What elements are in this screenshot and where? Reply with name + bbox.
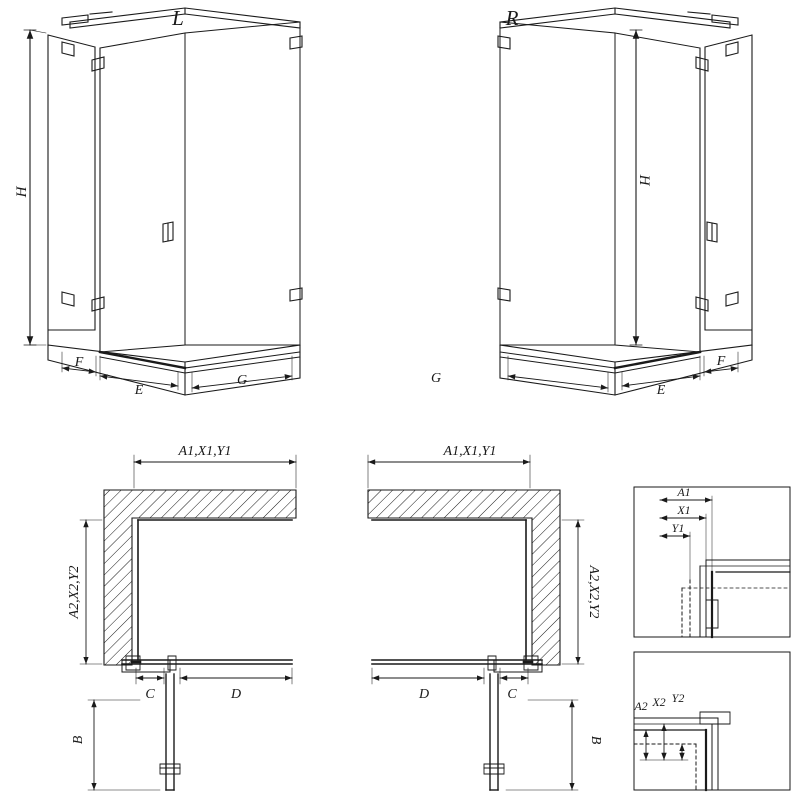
view-left-perspective [24,8,302,395]
label-left-version: L [172,6,184,30]
detail-dim-x1: X1 [677,503,691,517]
detail-horizontal-offsets [634,487,790,637]
view-right-plan [368,455,584,790]
dim-f-right: F [716,354,726,369]
view-left-plan [80,455,296,790]
dim-b-right: B [588,735,603,745]
detail-vertical-offsets [634,652,790,790]
dim-a2x2y2-left: A2,X2,Y2 [67,565,82,619]
dim-f-left: F [74,355,84,370]
dim-c-left: C [145,687,155,702]
detail-dim-x2: X2 [652,695,666,709]
dim-e-left: E [134,383,144,398]
dim-d-left: D [230,687,242,702]
dim-h-right: H [636,174,652,186]
detail-dim-a1: A1 [677,485,691,499]
dim-e-right: E [656,383,666,398]
dim-c-right: C [507,687,517,702]
dim-g-left: G [236,373,248,388]
dim-d-right: D [418,687,430,702]
detail-dim-y1: Y1 [671,521,685,535]
detail-dim-y2: Y2 [671,691,685,705]
dim-a1x1y1-right: A1,X1,Y1 [443,444,497,459]
detail-dim-a2: A2 [634,699,648,713]
dim-a2x2y2-right: A2,X2,Y2 [586,565,601,619]
dim-g-right: G [430,371,442,386]
dim-h-left: H [14,186,30,198]
dim-a1x1y1-left: A1,X1,Y1 [178,444,232,459]
dim-b-left: B [71,735,86,745]
view-right-perspective [498,8,752,395]
label-right-version: R [505,6,519,30]
